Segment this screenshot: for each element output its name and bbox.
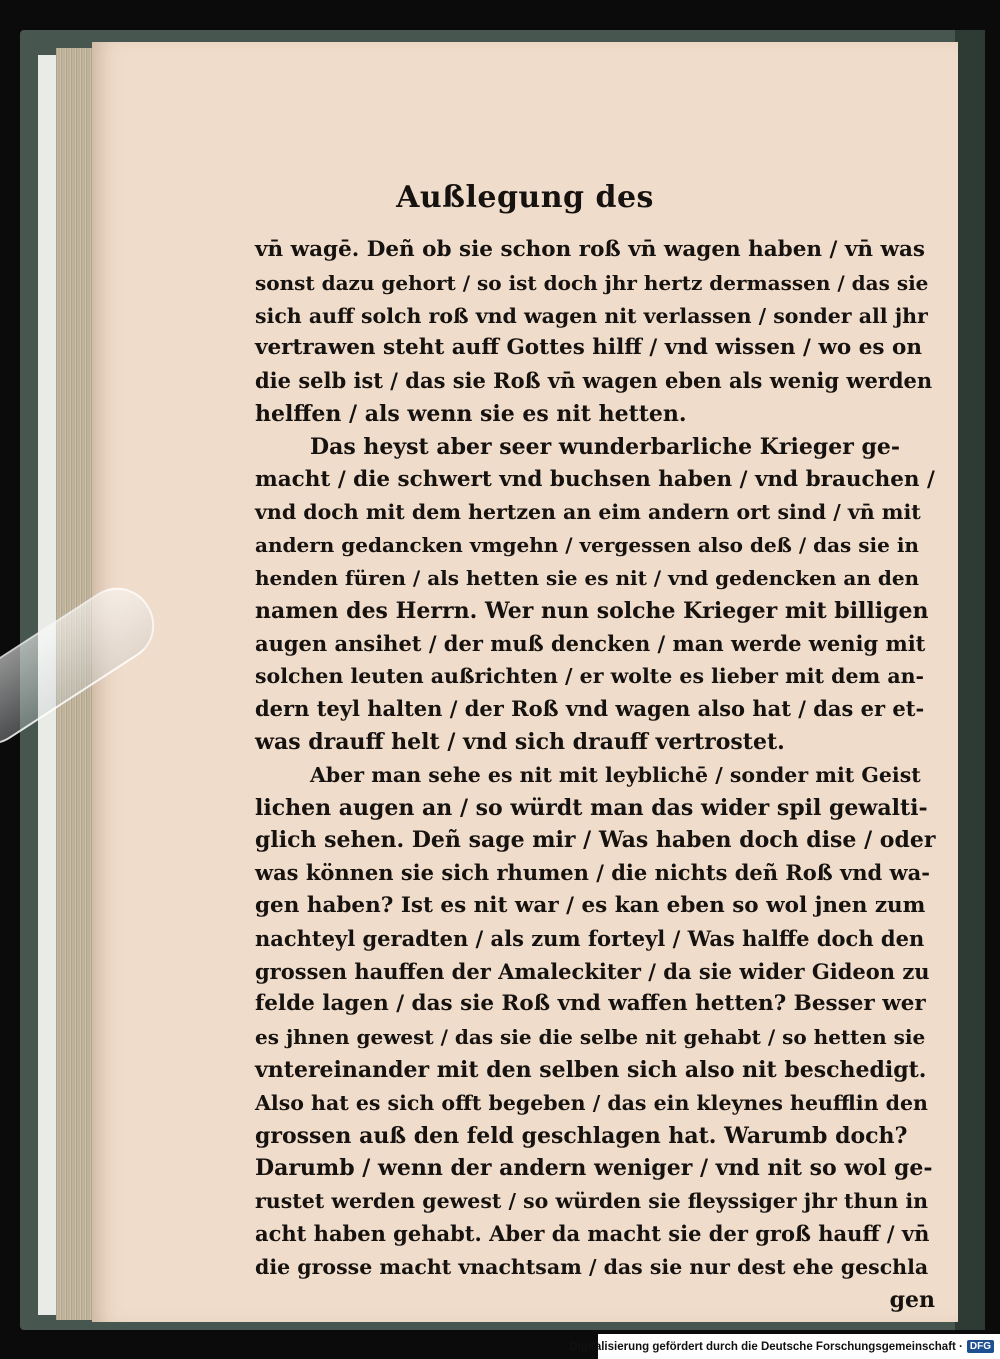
text-line: Also hat es sich offt begeben / das ein kleynes heufflin den <box>255 1090 928 1115</box>
text-line: acht haben gehabt. Aber da macht sie der groß hauff / vn̄ <box>255 1220 930 1246</box>
text-line: helffen / als wenn sie es nit hetten. <box>255 400 687 427</box>
text-line: felde lagen / das sie Roß vnd waffen hetten? Besser wer <box>255 991 926 1017</box>
text-line: vnd doch mit dem hertzen an eim andern ort sind / vn̄ mit <box>255 500 921 525</box>
text-line: vertrawen steht auff Gottes hilff / vnd wissen / wo es on <box>255 335 922 361</box>
text-line: sonst dazu gehort / so ist doch jhr hertz dermassen / das sie <box>255 270 929 295</box>
text-line: rustet werden gewest / so würden sie fleyssiger jhr thun in <box>255 1189 929 1214</box>
text-line: henden füren / als hetten sie es nit / vnd gedencken an den <box>255 565 920 590</box>
text-line: andern gedancken vmgehn / vergessen also deß / das sie in <box>255 533 919 558</box>
text-line: die selb ist / das sie Roß vn̄ wagen eben als wenig werden <box>255 368 933 394</box>
text-line: macht / die schwert vnd buchsen haben / vnd brauchen / <box>255 466 935 492</box>
page-header: Außlegung des <box>396 180 654 215</box>
text-line: gen haben? Ist es nit war / es kan eben so wol jnen zum <box>255 892 926 918</box>
text-line: vn̄ wagē. Deñ ob sie schon roß vn̄ wagen haben / vn̄ was <box>255 237 925 262</box>
dfg-logo: DFG <box>967 1340 994 1353</box>
text-line: was drauff helt / vnd sich drauff vertrostet. <box>255 728 785 755</box>
footer-bar <box>569 1334 1000 1359</box>
text-line: vntereinander mit den selben sich also nit beschedigt. <box>255 1056 927 1083</box>
text-line: nachteyl geradten / als zum forteyl / Was halffe doch den <box>255 925 925 951</box>
text-line: Aber man sehe es nit mit leyblichē / sonder mit Geist <box>310 762 921 787</box>
text-line: grossen hauffen der Amaleckiter / da sie wider Gideon zu <box>255 958 930 984</box>
text-line: dern teyl halten / der Roß vnd wagen also hat / das er et- <box>255 696 925 722</box>
funding-credit: Digitalisierung gefördert durch die Deutsche Forschungsgemeinschaft · <box>569 1340 963 1353</box>
catchword: gen <box>889 1286 935 1313</box>
text-line: augen ansihet / der muß dencken / man werde wenig mit <box>255 630 926 656</box>
book-cover-edge <box>955 30 985 1330</box>
text-block <box>255 234 935 1316</box>
text-line: grossen auß den feld geschlagen hat. Warumb doch? <box>255 1122 908 1149</box>
text-line: sich auff solch roß vnd wagen nit verlassen / sonder all jhr <box>255 303 928 328</box>
book-page <box>92 42 958 1322</box>
text-line: Das heyst aber seer wunderbarliche Krieger ge- <box>310 433 900 460</box>
text-line: die grosse macht vnachtsam / das sie nur dest ehe geschla <box>255 1254 929 1279</box>
text-line: lichen augen an / so würdt man das wider spil gewalti- <box>255 794 928 821</box>
text-line: was können sie sich rhumen / die nichts deñ Roß vnd wa- <box>255 860 930 886</box>
text-line: namen des Herrn. Wer nun solche Krieger mit billigen <box>255 597 929 624</box>
text-line: solchen leuten außrichten / er wolte es lieber mit dem an- <box>255 664 925 689</box>
text-line: es jhnen gewest / das sie die selbe nit gehabt / so hetten sie <box>255 1025 926 1050</box>
text-line: glich sehen. Deñ sage mir / Was haben doch dise / oder <box>255 827 936 854</box>
text-line: Darumb / wenn der andern weniger / vnd nit so wol ge- <box>255 1155 933 1182</box>
